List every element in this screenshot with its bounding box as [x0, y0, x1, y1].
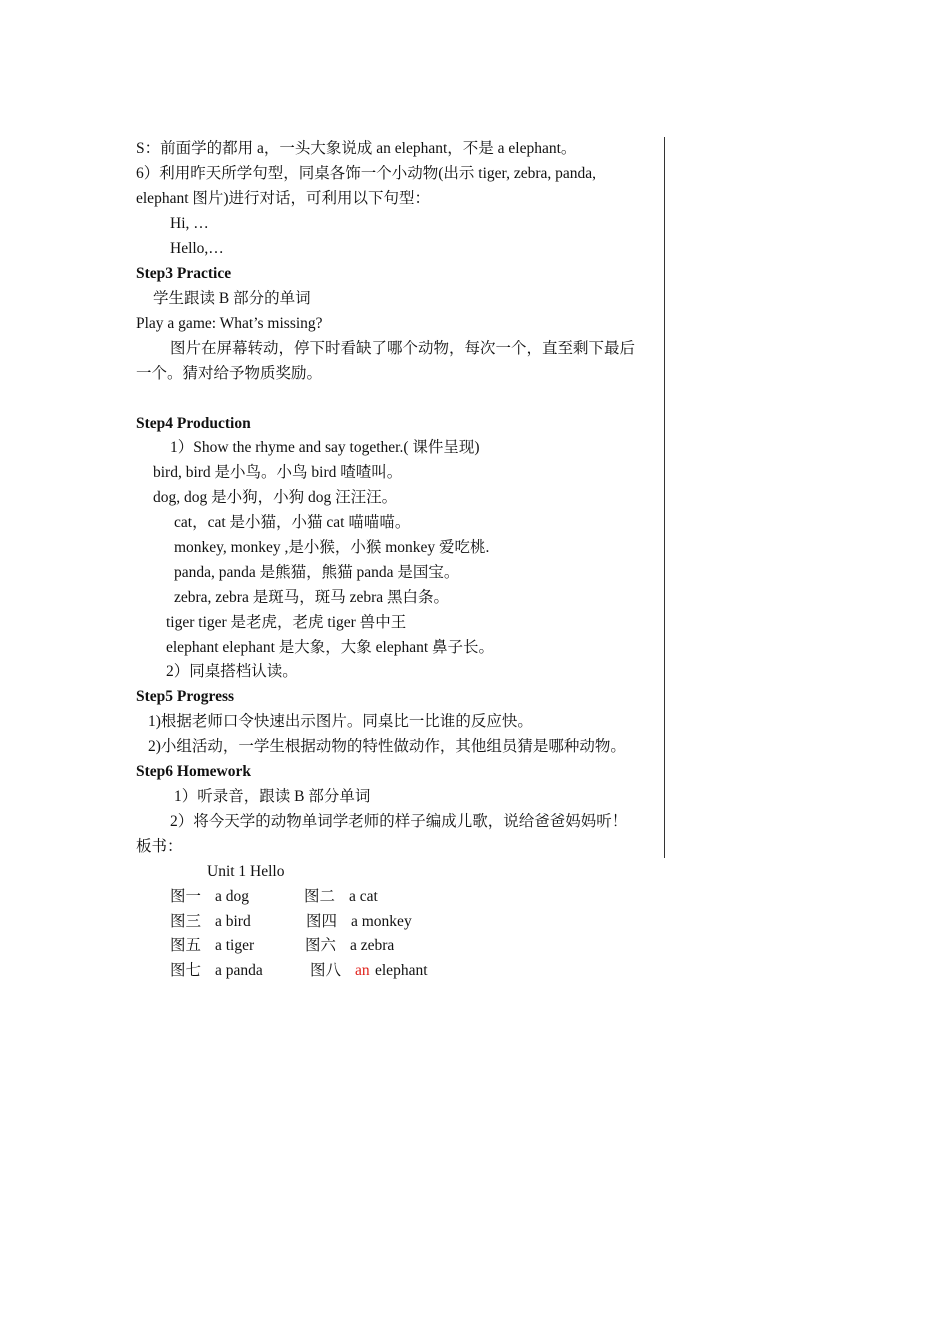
board-cell-text: a dog [215, 888, 250, 905]
board-cell-text: a zebra [350, 937, 395, 954]
step-heading: Step3 Practice [136, 265, 232, 282]
rhyme-line: bird, bird 是小鸟。小鸟 bird 喳喳叫。 [153, 464, 403, 481]
board-cell-label: 图一 [170, 888, 202, 905]
board-label: 板书： [136, 838, 183, 855]
text-line: 6）利用昨天所学句型，同桌各饰一个小动物(出示 tiger, zebra, panda, [136, 165, 597, 182]
board-cell-label: 图五 [170, 937, 202, 954]
board-cell-label: 图四 [306, 913, 338, 930]
board-cell-label: 图二 [304, 888, 336, 905]
text-line: 学生跟读 B 部分的单词 [153, 290, 311, 307]
rhyme-line: cat，cat 是小猫，小猫 cat 喵喵喵。 [174, 514, 411, 531]
board-cell-text: a cat [349, 888, 378, 905]
text-line: Hi, … [170, 215, 209, 232]
board-cell-text: a tiger [215, 937, 255, 954]
text-line: 1）Show the rhyme and say together.( 课件呈现) [170, 439, 480, 456]
text-line: S：前面学的都用 a，一头大象说成 an elephant，不是 a elephant。 [136, 140, 577, 157]
step-heading: Step6 Homework [136, 763, 251, 780]
board-cell-label: 图三 [170, 913, 202, 930]
rhyme-line: dog, dog 是小狗，小狗 dog 汪汪汪。 [153, 489, 398, 506]
text-line: elephant 图片)进行对话，可利用以下句型： [136, 190, 431, 207]
text-line: Hello,… [170, 240, 224, 257]
text-line: 2)小组活动，一学生根据动物的特性做动作，其他组员猜是哪种动物。 [148, 738, 626, 755]
text-line: 2）将今天学的动物单词学老师的样子编成儿歌，说给爸爸妈妈听！ [170, 813, 628, 830]
step-heading: Step4 Production [136, 415, 251, 432]
rhyme-line: panda, panda 是熊猫，熊猫 panda 是国宝。 [174, 564, 460, 581]
board-cell-label: 图六 [305, 937, 337, 954]
rhyme-line: elephant elephant 是大象，大象 elephant 鼻子长。 [166, 639, 495, 656]
text-line: 1)根据老师口令快速出示图片。同桌比一比谁的反应快。 [148, 713, 533, 730]
text-line: Play a game: What’s missing? [136, 315, 323, 332]
board-cell-text: a panda [215, 962, 263, 979]
rhyme-line: tiger tiger 是老虎，老虎 tiger 兽中王 [166, 614, 407, 631]
rhyme-line: monkey, monkey ,是小猴，小猴 monkey 爱吃桃. [174, 539, 490, 556]
text-line: 图片在屏幕转动，停下时看缺了哪个动物，每次一个，直至剩下最后 [170, 340, 636, 357]
text-line: 1）听录音，跟读 B 部分单词 [174, 788, 371, 805]
highlighted-article: an [355, 962, 370, 979]
board-cell-text: a monkey [351, 913, 412, 930]
board-title: Unit 1 Hello [207, 863, 285, 880]
rhyme-line: zebra, zebra 是斑马，斑马 zebra 黑白条。 [174, 589, 450, 606]
board-cell-text: a bird [215, 913, 251, 930]
board-cell-text: elephant [375, 962, 428, 979]
text-line: 2）同桌搭档认读。 [166, 663, 298, 680]
step-heading: Step5 Progress [136, 688, 235, 705]
board-cell-label: 图八 [310, 962, 342, 979]
text-line: 一个。猜对给予物质奖励。 [136, 365, 323, 382]
table-border-line [664, 137, 665, 858]
board-cell-label: 图七 [170, 962, 202, 979]
